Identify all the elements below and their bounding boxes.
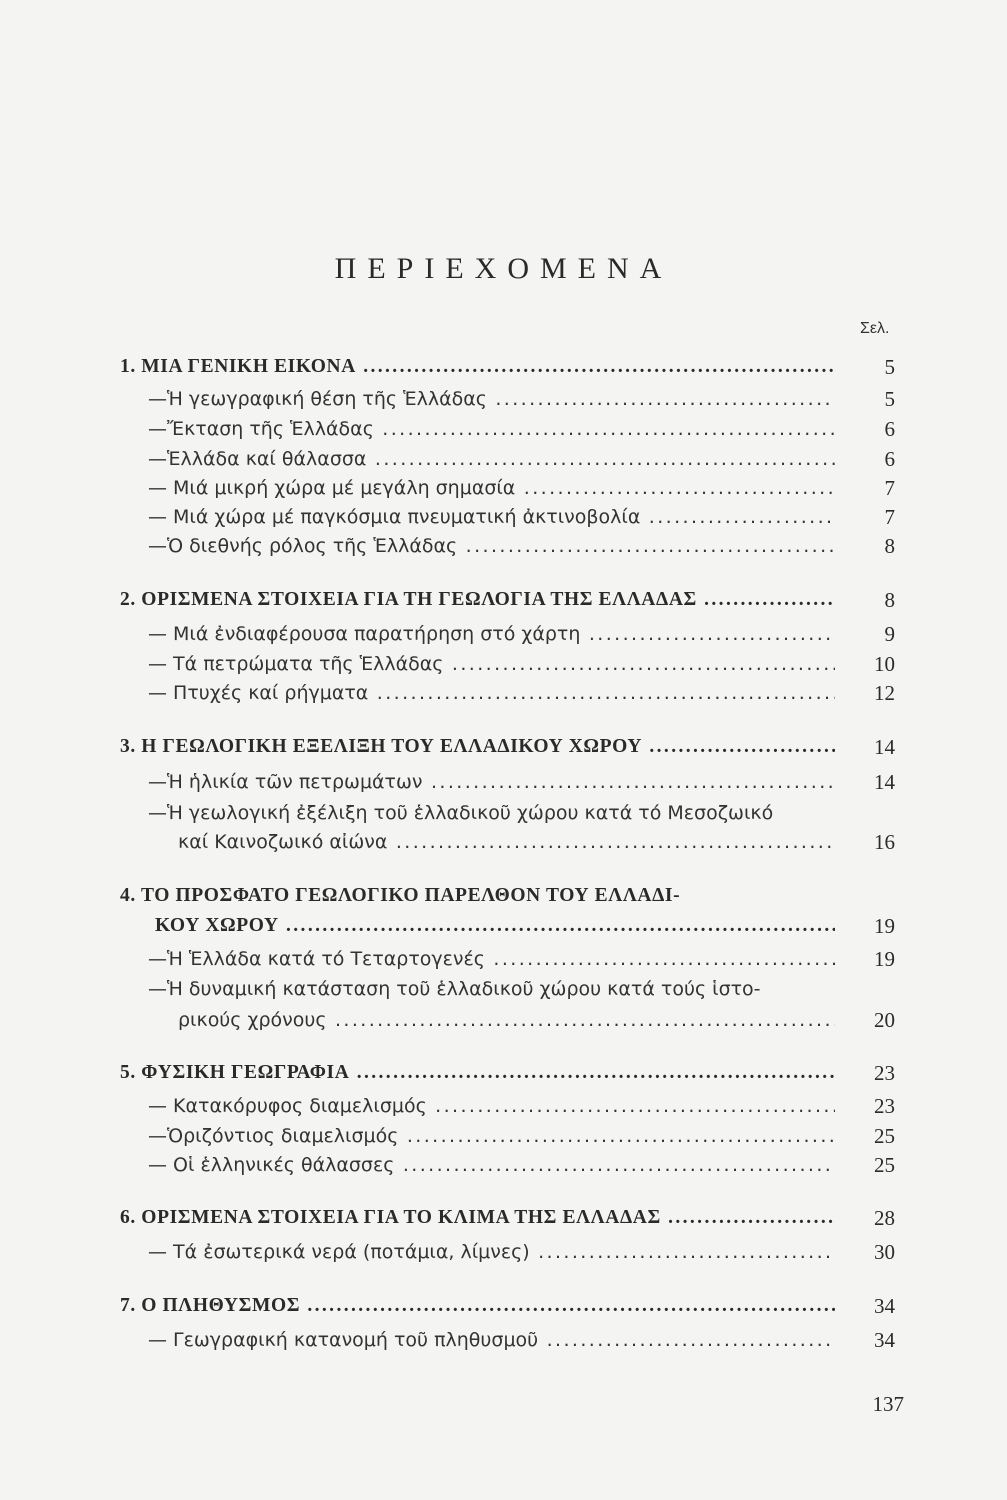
toc-entry-page: 28 — [874, 1206, 895, 1230]
toc-sub-entry — [0, 798, 1007, 828]
toc-entry-title: καί Καινοζωικό αἰώνα ..... — [178, 827, 835, 857]
toc-entry-title: 1. ΜΙΑ ΓΕΝΙΚΗ ΕΙΚΟΝΑ ..... — [120, 352, 835, 382]
toc-entry-page: 8 — [884, 588, 895, 612]
toc-entry-page: 9 — [884, 622, 895, 646]
toc-sub-entry — [0, 1237, 1007, 1267]
toc-sub-entry — [0, 1005, 1007, 1035]
toc-sub-entry — [0, 649, 1007, 679]
toc-entry-title: 2. ΟΡΙΣΜΕΝΑ ΣΤΟΙΧΕΙΑ ΓΙΑ ΤΗ ΓΕΩΛΟΓΙΑ ΤΗΣ ΕΛΛΑΔΑΣ ..... — [120, 585, 835, 615]
toc-sub-entry — [0, 414, 1007, 444]
toc-chapter-entry — [0, 1291, 1007, 1321]
toc-entry-title: —Ἡ Ἑλλάδα κατά τό Τεταρτογενές ..... — [148, 944, 835, 974]
toc-entry-page: 14 — [874, 735, 895, 759]
toc-sub-entry — [0, 619, 1007, 649]
toc-entry-page: 23 — [874, 1094, 895, 1118]
toc-sub-entry — [0, 944, 1007, 974]
page-title: ΠΕΡΙΕΧΟΜΕΝΑ — [334, 252, 673, 285]
toc-entry-title: — Τά πετρώματα τῆς Ἑλλάδας ..... — [148, 649, 835, 679]
toc-entry-title: — Τά ἐσωτερικά νερά (ποτάμια, λίμνες) ..... — [148, 1237, 835, 1267]
toc-entry-title: —Ἡ γεωλογική ἐξέλιξη τοῦ ἑλλαδικοῦ χώρου κατά τό Μεσοζωικό — [148, 802, 774, 824]
toc-sub-entry — [0, 1121, 1007, 1151]
toc-entry-title: —Ὁ διεθνής ρόλος τῆς Ἑλλάδας ..... — [148, 531, 835, 561]
toc-entry-title: ΚΟΥ ΧΩΡΟΥ ..... — [155, 911, 835, 941]
toc-entry-page: 23 — [874, 1061, 895, 1085]
toc-entry-page: 6 — [884, 447, 895, 471]
toc-entry-page: 7 — [884, 476, 895, 500]
toc-entry-title: 5. ΦΥΣΙΚΗ ΓΕΩΓΡΑΦΙΑ ..... — [120, 1058, 835, 1088]
toc-entry-page: 20 — [874, 1008, 895, 1032]
toc-entry-page: 14 — [874, 770, 895, 794]
toc-chapter-entry — [0, 1203, 1007, 1233]
toc-entry-title: — Πτυχές καί ρήγματα ..... — [148, 678, 835, 708]
toc-entry-page: 16 — [874, 830, 895, 854]
toc-entry-title: — Μιά μικρή χώρα μέ μεγάλη σημασία ..... — [148, 473, 835, 503]
toc-sub-entry — [0, 678, 1007, 708]
toc-chapter-entry — [0, 352, 1007, 382]
toc-entry-page: 10 — [874, 652, 895, 676]
toc-sub-entry — [0, 1325, 1007, 1355]
toc-entry-title: —Ὁριζόντιος διαμελισμός ..... — [148, 1121, 835, 1151]
toc-sub-entry — [0, 473, 1007, 503]
toc-entry-title: 7. Ο ΠΛΗΘΥΣΜΟΣ ..... — [120, 1291, 835, 1321]
toc-entry-title: —Ἑλλάδα καί θάλασσα ..... — [148, 444, 835, 474]
toc-entry-page: 25 — [874, 1153, 895, 1177]
toc-entry-title: — Οἱ ἑλληνικές θάλασσες ..... — [148, 1150, 835, 1180]
toc-sub-entry — [0, 1150, 1007, 1180]
toc-sub-entry — [0, 531, 1007, 561]
toc-entry-title: — Μιά ἐνδιαφέρουσα παρατήρηση στό χάρτη ..... — [148, 619, 835, 649]
toc-sub-entry — [0, 827, 1007, 857]
toc-sub-entry — [0, 974, 1007, 1004]
toc-entry-title: —Ἔκταση τῆς Ἑλλάδας ..... — [148, 414, 835, 444]
toc-sub-entry — [0, 444, 1007, 474]
toc-chapter-entry — [0, 881, 1007, 911]
toc-entry-title: 3. Η ΓΕΩΛΟΓΙΚΗ ΕΞΕΛΙΞΗ ΤΟΥ ΕΛΛΑΔΙΚΟΥ ΧΩΡΟΥ ..... — [120, 732, 835, 762]
toc-entry-title: ρικούς χρόνους ..... — [178, 1005, 835, 1035]
toc-entry-page: 19 — [874, 947, 895, 971]
toc-entry-title: — Μιά χώρα μέ παγκόσμια πνευματική ἀκτινοβολία ..... — [148, 502, 835, 532]
toc-entry-page: 8 — [884, 534, 895, 558]
toc-entry-title: 4. ΤΟ ΠΡΟΣΦΑΤΟ ΓΕΩΛΟΓΙΚΟ ΠΑΡΕΛΘΟΝ ΤΟΥ ΕΛΛΑΔΙ- — [120, 885, 681, 906]
toc-sub-entry — [0, 1091, 1007, 1121]
toc-entry-page: 7 — [884, 505, 895, 529]
toc-sub-entry — [0, 384, 1007, 414]
page-number: 137 — [872, 1392, 904, 1416]
toc-chapter-entry — [0, 1058, 1007, 1088]
toc-entry-page: 5 — [884, 387, 895, 411]
toc-entry-title: —Ἡ δυναμική κατάσταση τοῦ ἑλλαδικοῦ χώρου κατά τούς ἱστο- — [148, 978, 761, 1000]
toc-chapter-entry — [0, 732, 1007, 762]
toc-entry-page: 34 — [874, 1294, 895, 1318]
toc-entry-page: 12 — [874, 681, 895, 705]
toc-entry-title: 6. ΟΡΙΣΜΕΝΑ ΣΤΟΙΧΕΙΑ ΓΙΑ ΤΟ ΚΛΙΜΑ ΤΗΣ ΕΛΛΑΔΑΣ ..... — [120, 1203, 835, 1233]
toc-entry-title: — Γεωγραφική κατανομή τοῦ πληθυσμοῦ ..... — [148, 1325, 835, 1355]
toc-entry-page: 25 — [874, 1124, 895, 1148]
toc-chapter-entry — [0, 911, 1007, 941]
toc-sub-entry — [0, 502, 1007, 532]
toc-entry-title: —Ἡ ἡλικία τῶν πετρωμάτων ..... — [148, 767, 835, 797]
toc-entry-title: — Κατακόρυφος διαμελισμός ..... — [148, 1091, 835, 1121]
toc-entry-page: 6 — [884, 417, 895, 441]
toc-entry-page: 34 — [874, 1328, 895, 1352]
toc-chapter-entry — [0, 585, 1007, 615]
toc-entry-page: 30 — [874, 1240, 895, 1264]
page-column-label: Σελ. — [860, 320, 890, 337]
toc-entry-page: 19 — [874, 914, 895, 938]
toc-entry-title: —Ἡ γεωγραφική θέση τῆς Ἑλλάδας ..... — [148, 384, 835, 414]
toc-entry-page: 5 — [884, 355, 895, 379]
toc-sub-entry — [0, 767, 1007, 797]
